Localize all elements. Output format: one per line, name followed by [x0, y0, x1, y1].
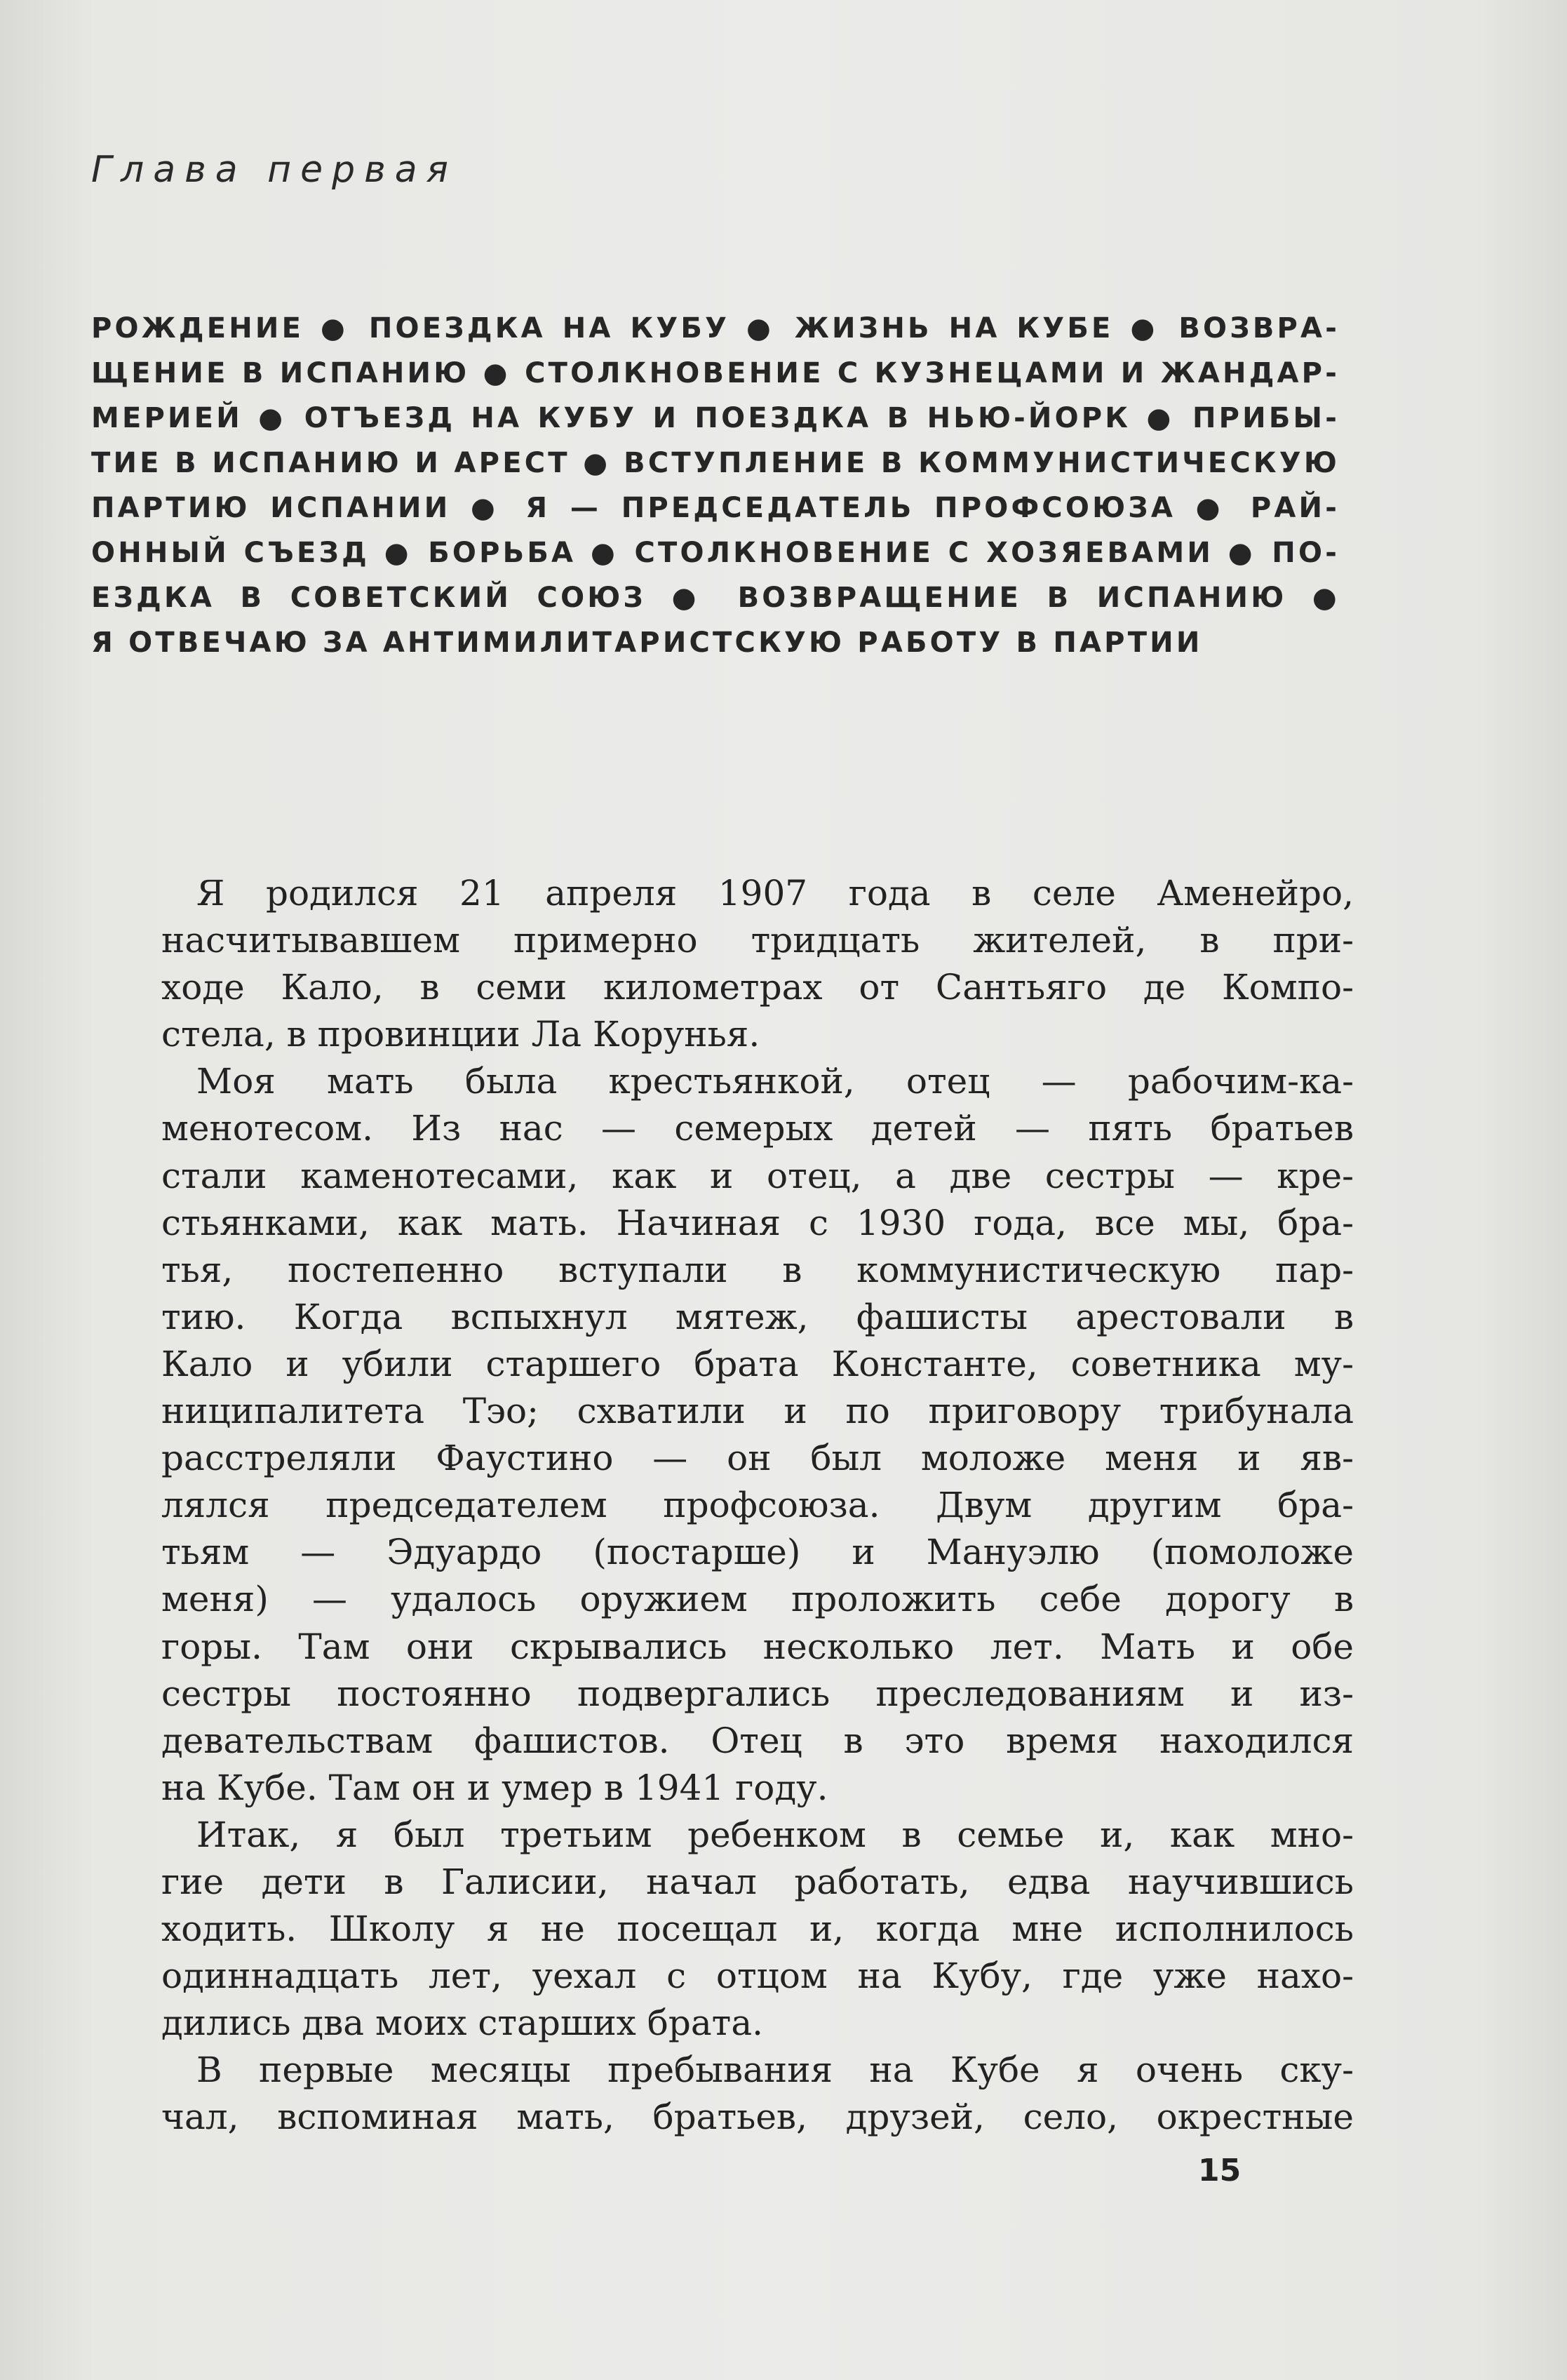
paragraph-line: чал, вспоминая мать, братьев, друзей, село, окрестные	[161, 2097, 1354, 2138]
paragraph-line: Моя мать была крестьянкой, отец — рабочим-ка-	[196, 1061, 1354, 1102]
paragraph-line: тию. Когда вспыхнул мятеж, фашисты арестовали в	[161, 1296, 1354, 1337]
paragraph-line: ходе Кало, в семи километрах от Сантьяго де Компо-	[161, 967, 1354, 1008]
paragraph-line: лялся председателем профсоюза. Двум другим бра-	[161, 1485, 1354, 1526]
paragraph-line: ниципалитета Тэо; схватили и по приговору трибунала	[161, 1391, 1354, 1432]
paragraph-line: менотесом. Из нас — семерых детей — пять братьев	[161, 1108, 1354, 1149]
paragraph-line: дились два моих старших брата.	[161, 2003, 764, 2044]
paragraph-line: девательствам фашистов. Отец в это время находился	[161, 1720, 1354, 1761]
summary-line: РОЖДЕНИЕ ● ПОЕЗДКА НА КУБУ ● ЖИЗНЬ НА КУБЕ ● ВОЗВРА-	[91, 312, 1340, 345]
chapter-title: Глава первая	[91, 149, 457, 191]
paragraph-line: горы. Там они скрывались несколько лет. Мать и обе	[161, 1626, 1354, 1667]
paragraph-line: гие дети в Галисии, начал работать, едва научившись	[161, 1861, 1354, 1902]
paragraph-line: насчитывавшем примерно тридцать жителей, в при-	[161, 920, 1354, 961]
summary-line: Я ОТВЕЧАЮ ЗА АНТИМИЛИТАРИСТСКУЮ РАБОТУ В ПАРТИИ	[91, 627, 1203, 659]
paragraph-line: ходить. Школу я не посещал и, когда мне исполнилось	[161, 1908, 1354, 1950]
chapter-summary	[91, 306, 1340, 665]
paragraph-line: одиннадцать лет, уехал с отцом на Кубу, где уже нахо-	[161, 1956, 1354, 1997]
page-number: 15	[1198, 2153, 1242, 2188]
paragraph-line: Я родился 21 апреля 1907 года в селе Аменейро,	[196, 873, 1354, 914]
summary-line: ТИЕ В ИСПАНИЮ И АРЕСТ ● ВСТУПЛЕНИЕ В КОММУНИСТИЧЕСКУЮ	[91, 447, 1340, 479]
summary-line: ПАРТИЮ ИСПАНИИ ● Я — ПРЕДСЕДАТЕЛЬ ПРОФСОЮЗА ● РАЙ-	[91, 492, 1340, 524]
paragraph-line: тья, постепенно вступали в коммунистическую пар-	[161, 1249, 1354, 1290]
paragraph-line: Итак, я был третьим ребенком в семье и, как мно-	[196, 1814, 1354, 1855]
paragraph-line: на Кубе. Там он и умер в 1941 году.	[161, 1767, 828, 1808]
paragraph-line: тьям — Эдуардо (постарше) и Мануэлю (помоложе	[161, 1532, 1354, 1573]
summary-line: ЩЕНИЕ В ИСПАНИЮ ● СТОЛКНОВЕНИЕ С КУЗНЕЦАМИ И ЖАНДАР-	[91, 357, 1340, 389]
body-text	[161, 870, 1354, 2141]
paragraph-line: стела, в провинции Ла Корунья.	[161, 1014, 760, 1055]
paragraph-line: меня) — удалось оружием проложить себе дорогу в	[161, 1579, 1354, 1620]
summary-line: ЕЗДКА В СОВЕТСКИЙ СОЮЗ ● ВОЗВРАЩЕНИЕ В ИСПАНИЮ ●	[91, 582, 1340, 614]
paragraph-line: сестры постоянно подвергались преследованиям и из-	[161, 1673, 1354, 1714]
paragraph-line: стьянками, как мать. Начиная с 1930 года, все мы, бра-	[161, 1202, 1354, 1243]
paragraph-line: Кало и убили старшего брата Константе, советника му-	[161, 1343, 1354, 1384]
paragraph-line: стали каменотесами, как и отец, а две сестры — кре-	[161, 1155, 1354, 1196]
paragraph-line: расстреляли Фаустино — он был моложе меня и яв-	[161, 1438, 1354, 1479]
summary-line: ОННЫЙ СЪЕЗД ● БОРЬБА ● СТОЛКНОВЕНИЕ С ХОЗЯЕВАМИ ● ПО-	[91, 537, 1340, 569]
summary-line: МЕРИЕЙ ● ОТЪЕЗД НА КУБУ И ПОЕЗДКА В НЬЮ-ЙОРК ● ПРИБЫ-	[91, 402, 1340, 434]
paragraph-line: В первые месяцы пребывания на Кубе я очень ску-	[196, 2050, 1354, 2091]
